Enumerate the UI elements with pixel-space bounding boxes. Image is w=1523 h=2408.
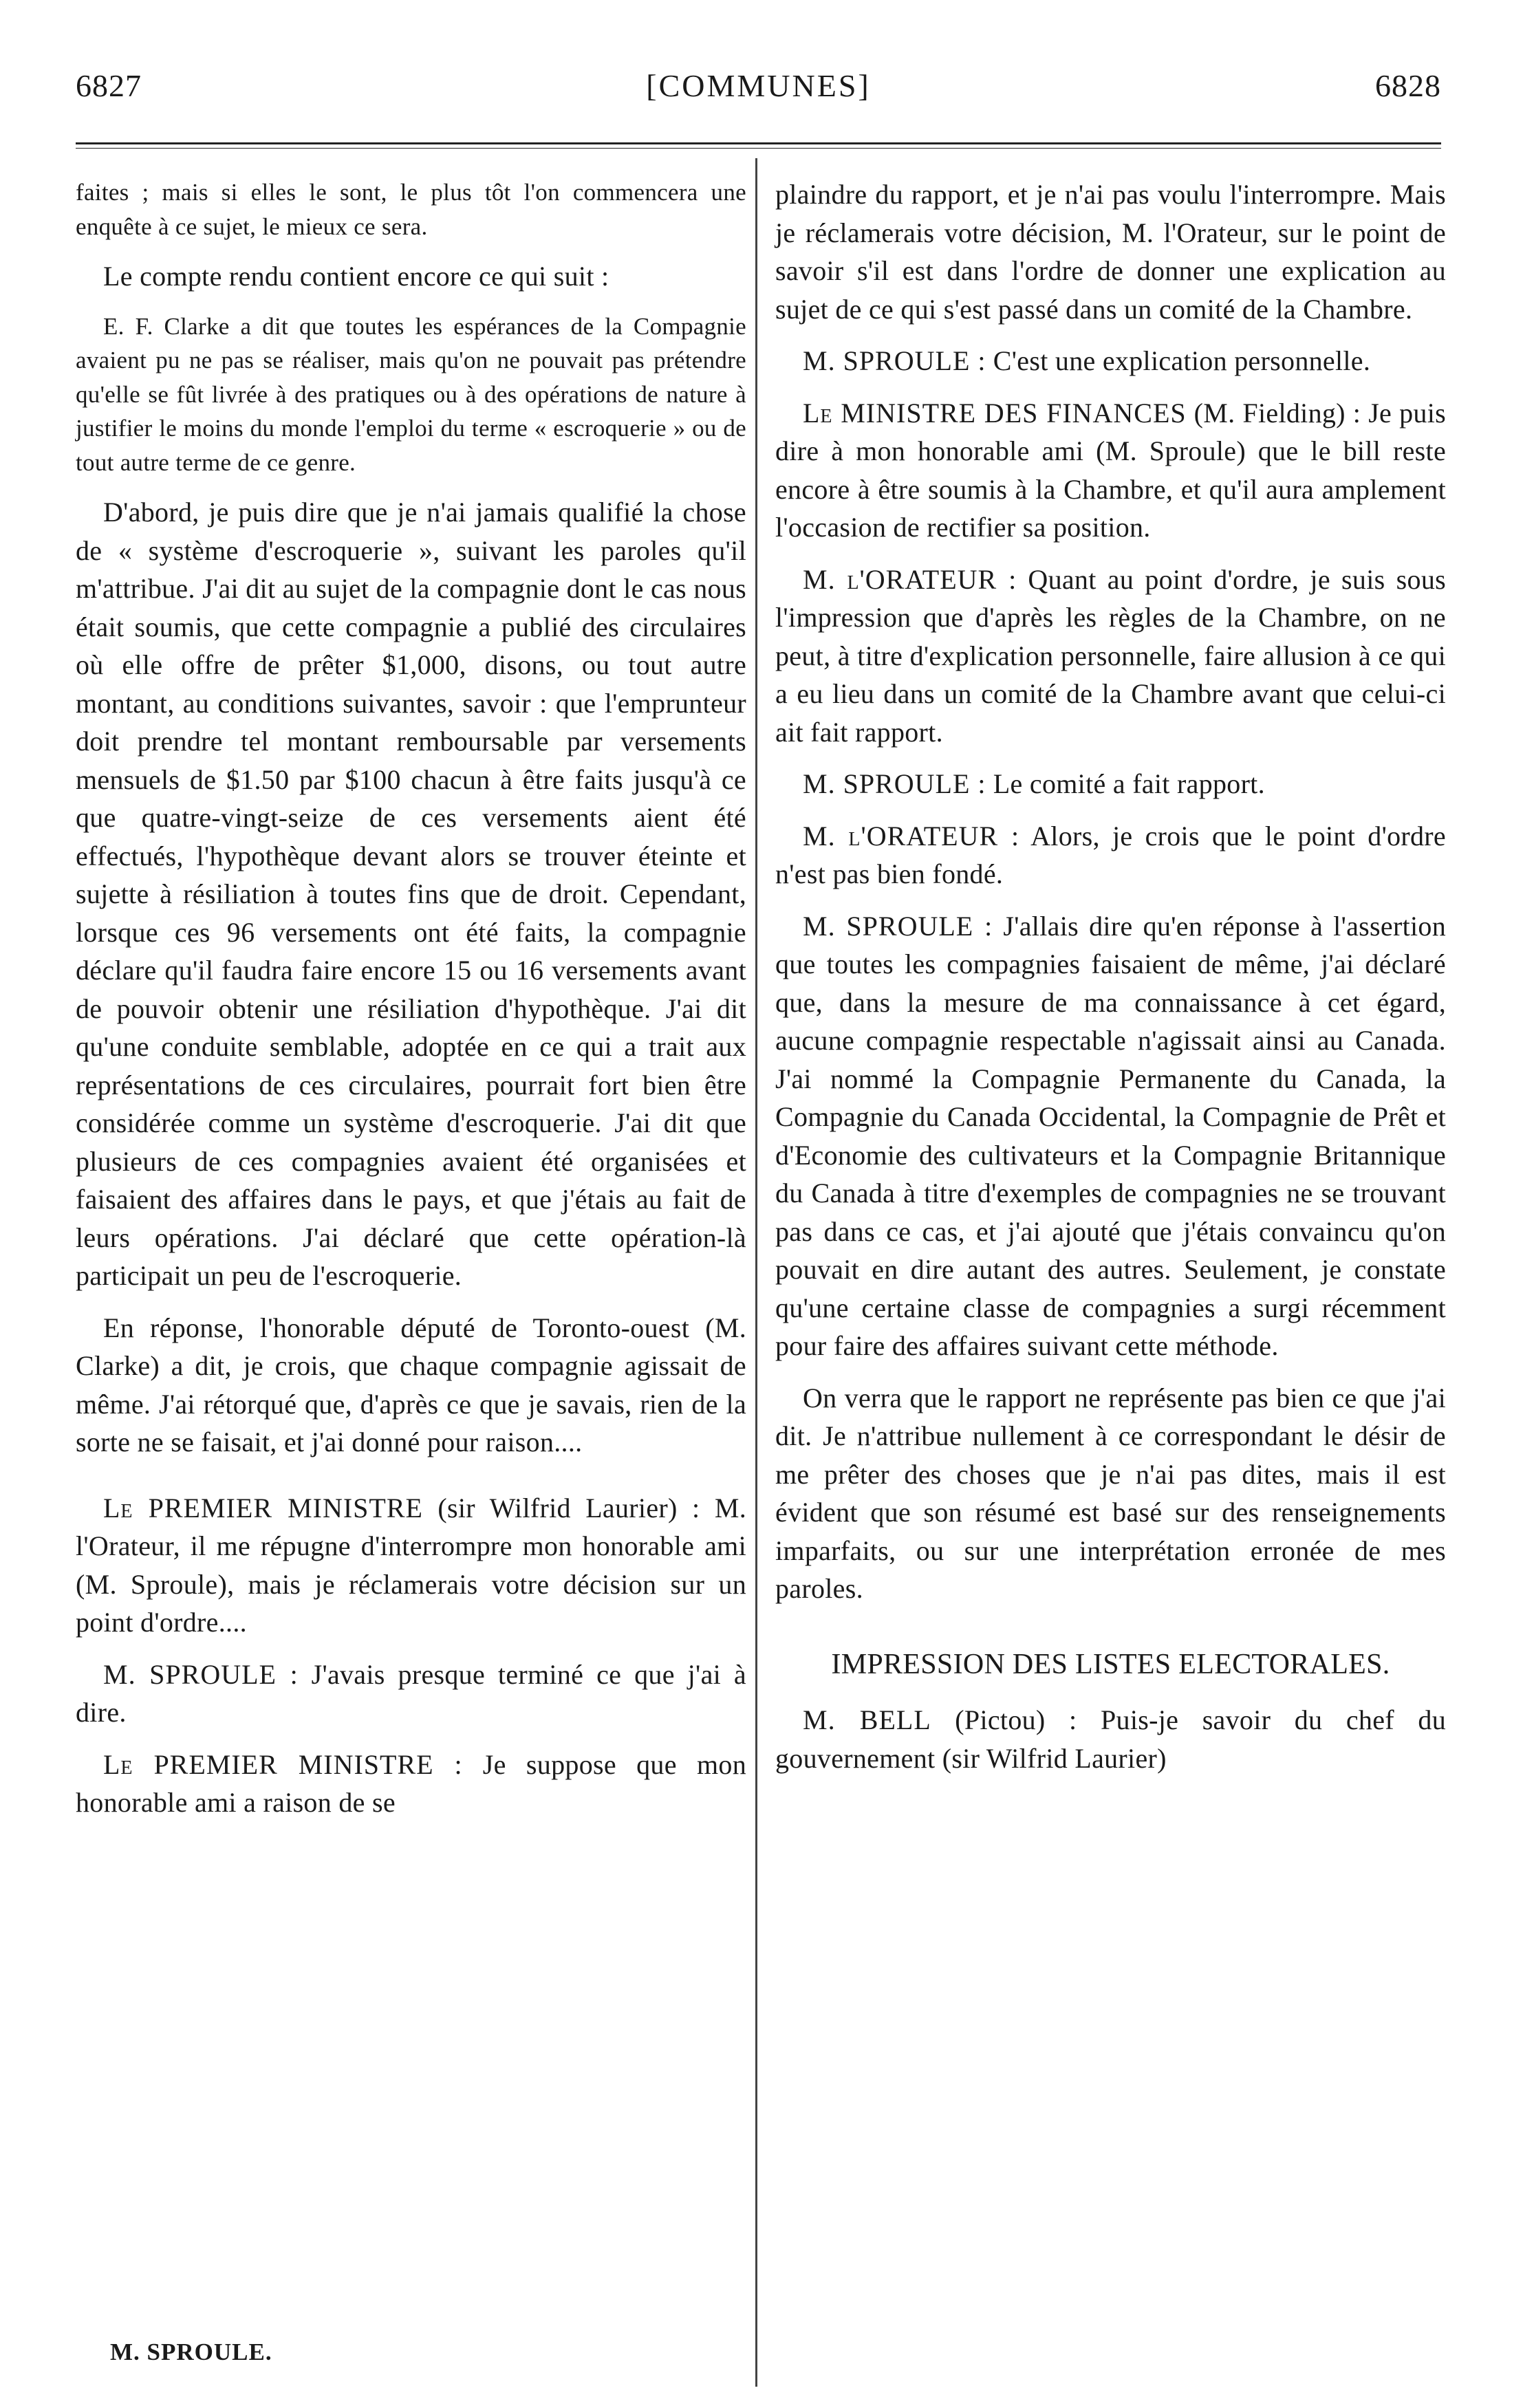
speaker-name: M. SPROULE : [803, 768, 986, 799]
speech-text: (sir Wilfrid Laurier) : M. l'Orateur, il me répugne d'interrompre mon honorable ami (M. Sproule), mais je réclamerais votre décision sur un point d'ordre.... [76, 1492, 746, 1638]
speech-text: Je suppose que mon honorable ami a raison de se [76, 1748, 746, 1818]
speaker-name: M. SPROULE : [803, 910, 993, 942]
speech-text: Quant au point d'ordre, je suis sous l'impression que d'après les règles de la Chambre, on ne peut, à titre d'explication personnelle, faire allusion à ce qui a eu lieu dans un comité de la Chambre avant que celui-ci ait fait rapport. [775, 563, 1446, 748]
speech [76, 1746, 746, 1822]
paragraph: plaindre du rapport, et je n'ai pas voulu l'interrompre. Mais je réclamerais votre décision, M. l'Orateur, sur le point de savoir s'il est dans l'ordre de donner une explication au sujet de ce qui s'est passé dans un comité de la Chambre. [775, 179, 1446, 325]
speaker-name: M. SPROULE : [103, 1658, 299, 1690]
quoted-report: E. F. Clarke a dit que toutes les espérances de la Compagnie avaient pu ne pas se réaliser, mais qu'on ne pouvait pas prétendre qu'elle se fût livrée à des pratiques ou à des opérations de nature à justifier le moins du monde l'emploi du terme « escroquerie » ou de tout autre terme de ce genre. [76, 312, 746, 476]
speech [775, 394, 1446, 547]
speech-text: J'allais dire qu'en réponse à l'assertion que toutes les compagnies faisaient de même, j'ai déclaré que, dans la mesure de ma connaissance à cet égard, aucune compagnie respectable n'agissait ainsi au Canada. J'ai nommé la Compagnie Permanente du Canada, la Compagnie du Canada Occidental, la Compagnie de Prêt et d'Economie des cultivateurs et la Compagnie Britannique du Canada à titre d'exemples de compagnies ne se trouvant pas dans ce cas, et j'ai ajouté que j'étais convaincu qu'on pouvait en dire autant des autres. Seulement, je constate qu'une certaine classe de compagnies a surgi récemment pour faire des affaires suivant cette méthode. [775, 910, 1446, 1361]
speech-text: Alors, je crois que le point d'ordre n'est pas bien fondé. [775, 820, 1446, 889]
speech-text: C'est une explication personnelle. [986, 345, 1371, 376]
running-title: [COMMUNES] [646, 68, 871, 103]
paragraph: En réponse, l'honorable député de Toronto-ouest (M. Clarke) a dit, je crois, que chaque compagnie agissait de même. J'ai rétorqué que, d'après ce que je savais, rien de la sorte ne se faisait, et j'ai donné pour raison.... [76, 1312, 746, 1457]
page-header [76, 65, 1441, 120]
section-heading: IMPRESSION DES LISTES ELECTORALES. [831, 1648, 1390, 1680]
speaker-name: Le MINISTRE DES FINANCES [803, 397, 1187, 429]
speech [775, 817, 1446, 893]
left-column [76, 175, 746, 1836]
header-rule [76, 142, 1441, 144]
page-number-left: 6827 [76, 68, 142, 103]
speaker-name: M. BELL [803, 1704, 931, 1735]
speaker-name: M. l'ORATEUR : [803, 820, 1020, 852]
speech [775, 907, 1446, 1365]
speech-text: Le comité a fait rapport. [986, 768, 1265, 799]
paragraph: faites ; mais si elles le sont, le plus tôt l'on commencera une enquête à ce sujet, le mieux ce sera. [76, 179, 746, 240]
speech-text: (M. Fielding) : Je puis dire à mon honorable ami (M. Sproule) que le bill reste encore à être soumis à la Chambre, et qu'il aura amplement l'occasion de rectifier sa position. [775, 397, 1446, 543]
paragraph: On verra que le rapport ne représente pas bien ce que j'ai dit. Je n'attribue nullement à ce correspondant le désir de me prêter des choses que je n'ai pas dites, mais il est évident que son résumé est basé sur des renseignements imparfaits, ou sur une interprétation erronée de mes paroles. [775, 1382, 1446, 1604]
column-divider [755, 158, 757, 2387]
paragraph: D'abord, je puis dire que je n'ai jamais qualifié la chose de « système d'escroquerie », suivant les paroles qu'il m'attribue. J'ai dit au sujet de la compagnie dont le cas nous était soumis, que cette compagnie a publié des circulaires où elle offre de prêter $1,000, disons, ou tout autre montant, au conditions suivantes, savoir : que l'emprunteur doit prendre tel montant remboursable par versements mensuels de $1.50 par $100 chacun à être faits jusqu'à ce que quatre-vingt-seize de ces versements aient été effectués, l'hypothèque devant alors se trouver éteinte et sujette à résiliation à toutes fins que de droit. Cependant, lorsque ces 96 versements ont été faits, la compagnie déclare qu'il faudra faire encore 15 ou 16 versements avant de pouvoir obtenir une résiliation d'hypothèque. J'ai dit qu'une conduite semblable, adoptée en ce qui a trait aux représentations de ces circulaires, pourrait fort bien être considérée comme un système d'escroquerie. J'ai dit que plusieurs de ces compagnies avaient été organisées et faisaient des affaires dans le pays, et que j'étais au fait de leurs opérations. J'ai déclaré que cette opération-là participait un peu de l'escroquerie. [76, 497, 746, 1291]
speech [775, 342, 1446, 380]
speech-text: J'avais presque terminé ce que j'ai à dire. [76, 1658, 746, 1728]
speaker-name: Le PREMIER MINISTRE [103, 1492, 423, 1523]
speaker-name: M. SPROULE : [803, 345, 986, 376]
speech [76, 1656, 746, 1732]
speech [775, 765, 1446, 803]
catchword: M. SPROULE. [110, 2339, 272, 2365]
speech-text: (Pictou) : Puis-je savoir du chef du gouvernement (sir Wilfrid Laurier) [775, 1704, 1447, 1774]
speech [775, 1701, 1446, 1777]
speaker-name: Le PREMIER MINISTRE : [103, 1748, 463, 1780]
speech [775, 561, 1446, 752]
right-column [775, 175, 1446, 1791]
header-rule-thin [76, 148, 1441, 149]
speech [76, 1489, 746, 1642]
paragraph: Le compte rendu contient encore ce qui suit : [103, 261, 609, 292]
speaker-name: M. l'ORATEUR : [803, 563, 1017, 595]
page-number-right: 6828 [1375, 68, 1441, 103]
